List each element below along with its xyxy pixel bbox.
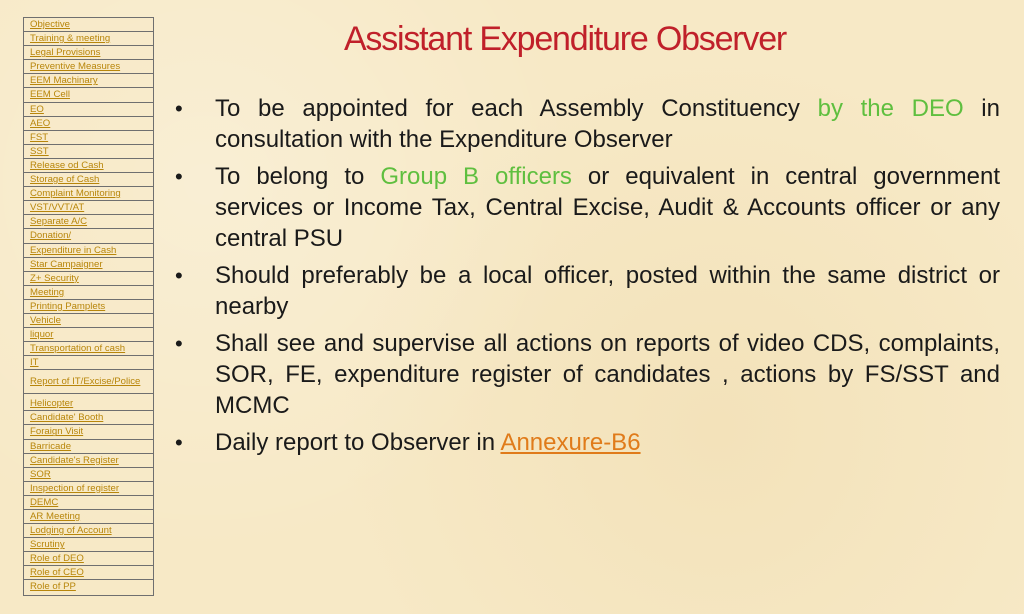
nav-item-training-meeting[interactable]: Training & meeting: [24, 32, 153, 46]
nav-item-eo[interactable]: EO: [24, 103, 153, 117]
nav-item-printing-pamplets[interactable]: Printing Pamplets: [24, 300, 153, 314]
nav-item-ar-meeting[interactable]: AR Meeting: [24, 510, 153, 524]
nav-item-storage-of-cash[interactable]: Storage of Cash: [24, 173, 153, 187]
nav-item-sst[interactable]: SST: [24, 145, 153, 159]
bullet-group-post: or equivalent in central government services or Income Tax, Central Excise, Audit & Accounts officer or any central PSU: [215, 163, 1001, 252]
bullet-supervise-text: Shall see and supervise all actions on reports of video CDS, complaints, SOR, FE, expenditure register of candidates , actions by FS/SST and MCMC: [215, 330, 1000, 419]
bullet-appointment-pre: To be appointed for each Assembly Constituency: [215, 95, 818, 122]
bullet-appointment-post: in consultation with the Expenditure Observer: [215, 95, 1000, 153]
nav-item-preventive-measures[interactable]: Preventive Measures: [24, 60, 153, 74]
nav-item-role-of-deo[interactable]: Role of DEO: [24, 552, 153, 566]
bullet-appointment-highlight: by the DEO: [817, 95, 964, 122]
nav-item-objective[interactable]: Objective: [24, 18, 153, 32]
bullet-group-highlight: Group B officers: [380, 163, 572, 190]
nav-item-star-campaigner[interactable]: Star Campaigner: [24, 258, 153, 272]
nav-item-transportation-of-cash[interactable]: Transportation of cash: [24, 342, 153, 356]
nav-item-eem-cell[interactable]: EEM Cell: [24, 88, 153, 102]
nav-item-aeo[interactable]: AEO: [24, 117, 153, 131]
nav-item-foreign-visit[interactable]: Foraign Visit: [24, 425, 153, 439]
nav-item-it[interactable]: IT: [24, 356, 153, 370]
nav-item-liquor[interactable]: liquor: [24, 328, 153, 342]
bullet-local-officer-text: Should preferably be a local officer, posted within the same district or nearby: [215, 262, 1000, 320]
nav-item-vst-vvt-at[interactable]: VST/VVT/AT: [24, 201, 153, 215]
bullet-group: [175, 161, 1000, 254]
nav-item-sor[interactable]: SOR: [24, 468, 153, 482]
nav-item-helicopter[interactable]: Helicopter: [24, 394, 153, 411]
nav-item-report-it-excise-police[interactable]: Report of IT/Excise/Police: [24, 370, 153, 394]
bullet-supervise: [175, 328, 1000, 421]
slide-title: Assistant Expenditure Observer: [343, 20, 787, 58]
bullet-local-officer: [175, 260, 1000, 322]
nav-item-candidate-booth[interactable]: Candidate' Booth: [24, 411, 153, 425]
nav-item-role-of-ceo[interactable]: Role of CEO: [24, 566, 153, 580]
nav-item-complaint-monitoring[interactable]: Complaint Monitoring: [24, 187, 153, 201]
annexure-b6-link[interactable]: Annexure-B6: [500, 429, 641, 456]
nav-item-barricade[interactable]: Barricade: [24, 440, 153, 454]
bullet-appointment: [175, 93, 1000, 155]
nav-item-fst[interactable]: FST: [24, 131, 153, 145]
nav-item-meeting[interactable]: Meeting: [24, 286, 153, 300]
nav-item-expenditure-in-cash[interactable]: Expenditure in Cash: [24, 244, 153, 258]
nav-item-demc[interactable]: DEMC: [24, 496, 153, 510]
bullet-group-pre: To belong to: [215, 163, 381, 190]
nav-item-candidates-register[interactable]: Candidate's Register: [24, 454, 153, 468]
bullet-list: [175, 93, 1000, 464]
nav-item-scrutiny[interactable]: Scrutiny: [24, 538, 153, 552]
nav-item-z-plus-security[interactable]: Z+ Security: [24, 272, 153, 286]
nav-item-eem-machinary[interactable]: EEM Machinary: [24, 74, 153, 88]
nav-item-donation[interactable]: Donation/: [24, 229, 153, 243]
sidebar-nav: [23, 17, 154, 596]
nav-item-role-of-pp[interactable]: Role of PP: [30, 581, 76, 593]
nav-item-vehicle[interactable]: Vehicle: [24, 314, 153, 328]
nav-item-inspection-of-register[interactable]: Inspection of register: [24, 482, 153, 496]
nav-item-release-of-cash[interactable]: Release od Cash: [24, 159, 153, 173]
nav-item-legal-provisions[interactable]: Legal Provisions: [24, 46, 153, 60]
nav-item-separate-ac[interactable]: Separate A/C: [24, 215, 153, 229]
nav-item-lodging-of-account[interactable]: Lodging of Account: [24, 524, 153, 538]
bullet-daily-report-pre: Daily report to Observer in: [215, 429, 501, 456]
bullet-daily-report: [175, 427, 1000, 458]
